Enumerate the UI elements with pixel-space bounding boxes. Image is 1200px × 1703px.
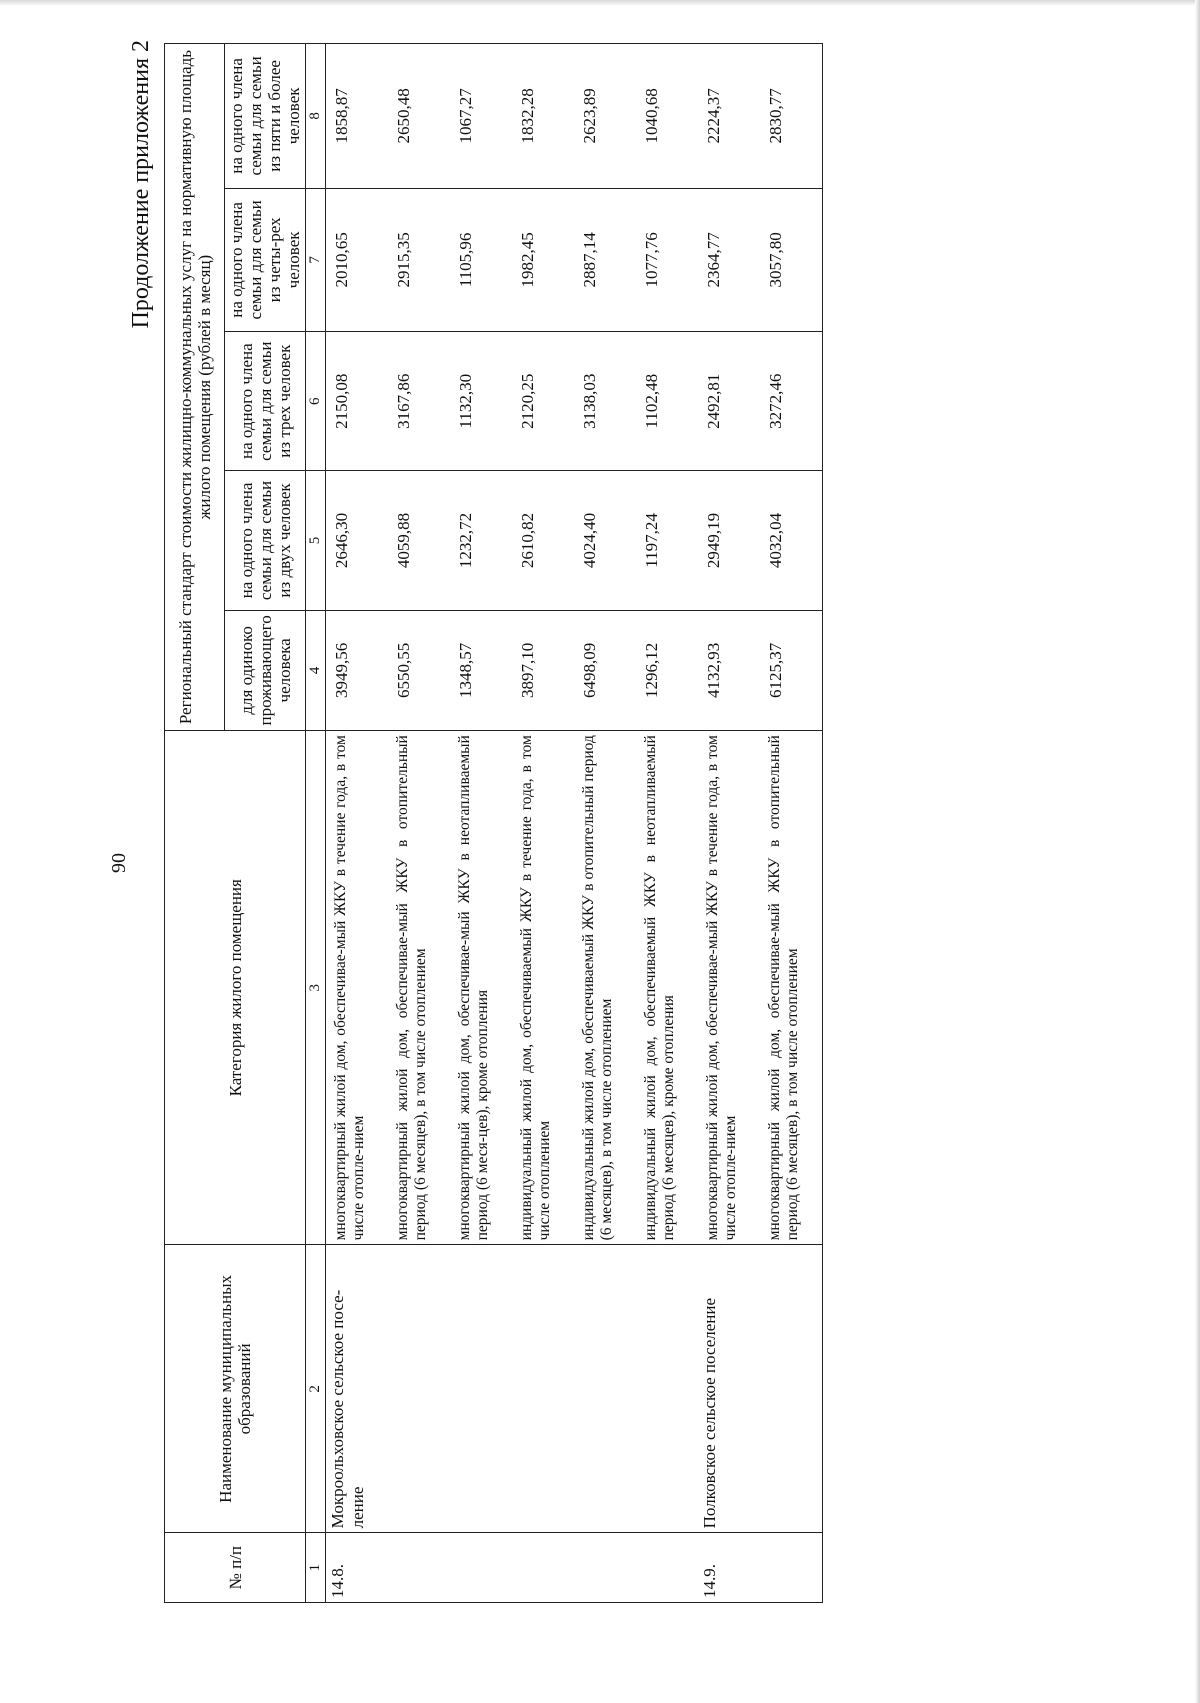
table-row — [760, 44, 823, 1603]
municipality-name: Полковское сельское поселение — [698, 1245, 760, 1533]
value-three: 1132,30 — [450, 332, 512, 471]
value-three: 3167,86 — [388, 332, 450, 471]
value-four: 1982,45 — [512, 188, 574, 331]
value-five-plus: 1067,27 — [450, 44, 512, 189]
value-four: 2364,77 — [698, 188, 760, 331]
header-sub-two: на одного члена семьи для семьи из двух человек — [225, 471, 306, 610]
column-number-cell: 8 — [306, 44, 326, 189]
column-number-cell: 7 — [306, 188, 326, 331]
value-single: 6498,09 — [574, 610, 636, 731]
header-col-category: Категория жилого помещения — [165, 731, 306, 1245]
row-number — [636, 1533, 698, 1603]
header-sub-five-plus: на одного члена семьи для семьи из пяти и более человек — [225, 44, 306, 189]
value-two: 4024,40 — [574, 471, 636, 610]
value-three: 3272,46 — [760, 332, 823, 471]
value-four: 3057,80 — [760, 188, 823, 331]
header-group-standard: Региональный стандарт стоимости жилищно-коммунальных услуг на нормативную площадь жилого помещения (рублей в месяц) — [165, 44, 225, 731]
value-three: 2120,25 — [512, 332, 574, 471]
value-five-plus: 1040,68 — [636, 44, 698, 189]
municipality-name — [636, 1245, 698, 1533]
value-five-plus: 2830,77 — [760, 44, 823, 189]
value-single: 1296,12 — [636, 610, 698, 731]
header-sub-single: для одиноко проживающего человека — [225, 610, 306, 731]
header-col-number: № п/п — [165, 1533, 306, 1603]
value-single: 1348,57 — [450, 610, 512, 731]
table-row — [388, 44, 450, 1603]
table-row — [574, 44, 636, 1603]
column-number-cell: 6 — [306, 332, 326, 471]
value-three: 2492,81 — [698, 332, 760, 471]
value-single: 6125,37 — [760, 610, 823, 731]
housing-category: многоквартирный жилой дом, обеспечивае-мый ЖКУ в течение года, в том числе отопле-нием — [698, 731, 760, 1245]
row-number — [574, 1533, 636, 1603]
value-three: 3138,03 — [574, 332, 636, 471]
value-two: 2949,19 — [698, 471, 760, 610]
value-five-plus: 2224,37 — [698, 44, 760, 189]
row-number — [760, 1533, 823, 1603]
row-number: 14.9. — [698, 1533, 760, 1603]
value-five-plus: 2650,48 — [388, 44, 450, 189]
table-row — [636, 44, 698, 1603]
page-number: 90 — [108, 853, 130, 873]
value-four: 2915,35 — [388, 188, 450, 331]
column-number-cell: 3 — [306, 731, 326, 1245]
value-five-plus: 1858,87 — [326, 44, 389, 189]
table-header — [165, 44, 326, 1603]
value-two: 2646,30 — [326, 471, 389, 610]
table-row — [450, 44, 512, 1603]
row-number — [512, 1533, 574, 1603]
housing-category: многоквартирный жилой дом, обеспечивае-мый ЖКУ в неотапливаемый период (6 меся-цев), кроме отопления — [450, 731, 512, 1245]
housing-category: многоквартирный жилой дом, обеспечивае-мый ЖКУ в отопительный период (6 месяцев), в том числе отоплением — [760, 731, 823, 1245]
row-number — [388, 1533, 450, 1603]
value-single: 4132,93 — [698, 610, 760, 731]
value-four: 1105,96 — [450, 188, 512, 331]
value-three: 2150,08 — [326, 332, 389, 471]
row-number — [450, 1533, 512, 1603]
appendix-note: Продолжение приложения 2 — [128, 40, 154, 329]
table-body — [326, 44, 823, 1603]
value-four: 2887,14 — [574, 188, 636, 331]
municipality-name — [574, 1245, 636, 1533]
municipality-name — [450, 1245, 512, 1533]
value-two: 2610,82 — [512, 471, 574, 610]
housing-category: индивидуальный жилой дом, обеспечиваемый ЖКУ в неотапливаемый период (6 месяцев), кроме отопления — [636, 731, 698, 1245]
value-three: 1102,48 — [636, 332, 698, 471]
municipality-name — [388, 1245, 450, 1533]
header-sub-three: на одного члена семьи для семьи из трех человек — [225, 332, 306, 471]
table-row — [326, 44, 389, 1603]
header-sub-four: на одного члена семьи для семьи из четы-рех человек — [225, 188, 306, 331]
header-col-municipality: Наименование муниципальных образований — [165, 1245, 306, 1533]
value-two: 1232,72 — [450, 471, 512, 610]
value-five-plus: 2623,89 — [574, 44, 636, 189]
column-number-cell: 1 — [306, 1533, 326, 1603]
column-number-cell: 4 — [306, 610, 326, 731]
housing-category: многоквартирный жилой дом, обеспечивае-мый ЖКУ в отопительный период (6 месяцев), в том числе отоплением — [388, 731, 450, 1245]
housing-category: многоквартирный жилой дом, обеспечивае-мый ЖКУ в течение года, в том числе отопле-нием — [326, 731, 389, 1245]
table-row — [512, 44, 574, 1603]
row-number: 14.8. — [326, 1533, 389, 1603]
municipality-name: Мокроольховское сельское посе-ление — [326, 1245, 389, 1533]
value-two: 1197,24 — [636, 471, 698, 610]
housing-category: индивидуальный жилой дом, обеспечиваемый ЖКУ в отопительный период (6 месяцев), в том числе отоплением — [574, 731, 636, 1245]
housing-category: индивидуальный жилой дом, обеспечиваемый ЖКУ в течение года, в том числе отоплением — [512, 731, 574, 1245]
value-two: 4032,04 — [760, 471, 823, 610]
value-two: 4059,88 — [388, 471, 450, 610]
table-row — [698, 44, 760, 1603]
municipality-name — [760, 1245, 823, 1533]
value-four: 2010,65 — [326, 188, 389, 331]
value-single: 3949,56 — [326, 610, 389, 731]
column-number-cell: 5 — [306, 471, 326, 610]
value-four: 1077,76 — [636, 188, 698, 331]
value-five-plus: 1832,28 — [512, 44, 574, 189]
value-single: 6550,55 — [388, 610, 450, 731]
municipality-name — [512, 1245, 574, 1533]
column-number-cell: 2 — [306, 1245, 326, 1533]
cost-standard-table — [164, 43, 823, 1603]
value-single: 3897,10 — [512, 610, 574, 731]
